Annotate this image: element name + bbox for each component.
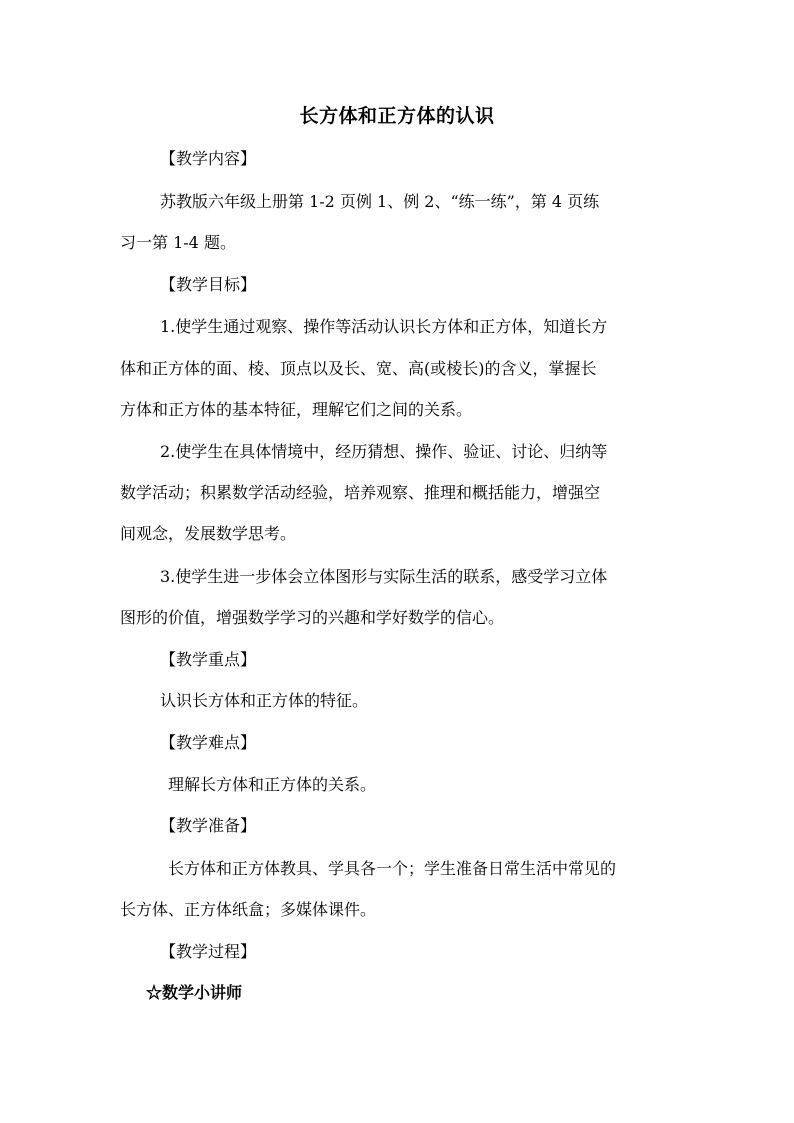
section-heading-process: 【教学过程】 bbox=[160, 942, 257, 961]
section-heading-preparation: 【教学准备】 bbox=[160, 816, 257, 835]
paragraph-line: 3.使学生进一步体会立体图形与实际生活的联系，感受学习立体 bbox=[160, 567, 608, 586]
paragraph-line: 间观念，发展数学思考。 bbox=[120, 524, 297, 543]
section-heading-key-points: 【教学重点】 bbox=[160, 650, 257, 669]
section-heading-difficulties: 【教学难点】 bbox=[160, 733, 257, 752]
paragraph-line: 苏教版六年级上册第 1-2 页例 1、例 2、“练一练”，第 4 页练 bbox=[160, 192, 600, 211]
paragraph-line: 1.使学生通过观察、操作等活动认识长方体和正方体，知道长方 bbox=[160, 317, 608, 336]
section-heading-objectives: 【教学目标】 bbox=[160, 275, 257, 294]
paragraph-line: 长方体、正方体纸盒；多媒体课件。 bbox=[120, 900, 377, 919]
document-title: 长方体和正方体的认识 bbox=[299, 105, 495, 127]
paragraph-line: 方体和正方体的基本特征，理解它们之间的关系。 bbox=[120, 400, 473, 419]
paragraph-line: 数学活动；积累数学活动经验，培养观察、推理和概括能力，增强空 bbox=[120, 483, 601, 502]
paragraph-line: 图形的价值，增强数学学习的兴趣和学好数学的信心。 bbox=[120, 608, 505, 627]
paragraph-line: 长方体和正方体教具、学具各一个；学生准备日常生活中常见的 bbox=[168, 859, 617, 878]
section-heading-content: 【教学内容】 bbox=[160, 149, 257, 168]
paragraph-line: 习一第 1-4 题。 bbox=[120, 233, 236, 252]
paragraph-line: 认识长方体和正方体的特征。 bbox=[160, 691, 369, 710]
paragraph-line: 2.使学生在具体情境中，经历猜想、操作、验证、讨论、归纳等 bbox=[160, 442, 608, 461]
paragraph-line: 理解长方体和正方体的关系。 bbox=[168, 775, 377, 794]
paragraph-line: 体和正方体的面、棱、顶点以及长、宽、高(或棱长)的含义，掌握长 bbox=[120, 359, 597, 378]
subsection-heading: ☆数学小讲师 bbox=[146, 983, 243, 1002]
